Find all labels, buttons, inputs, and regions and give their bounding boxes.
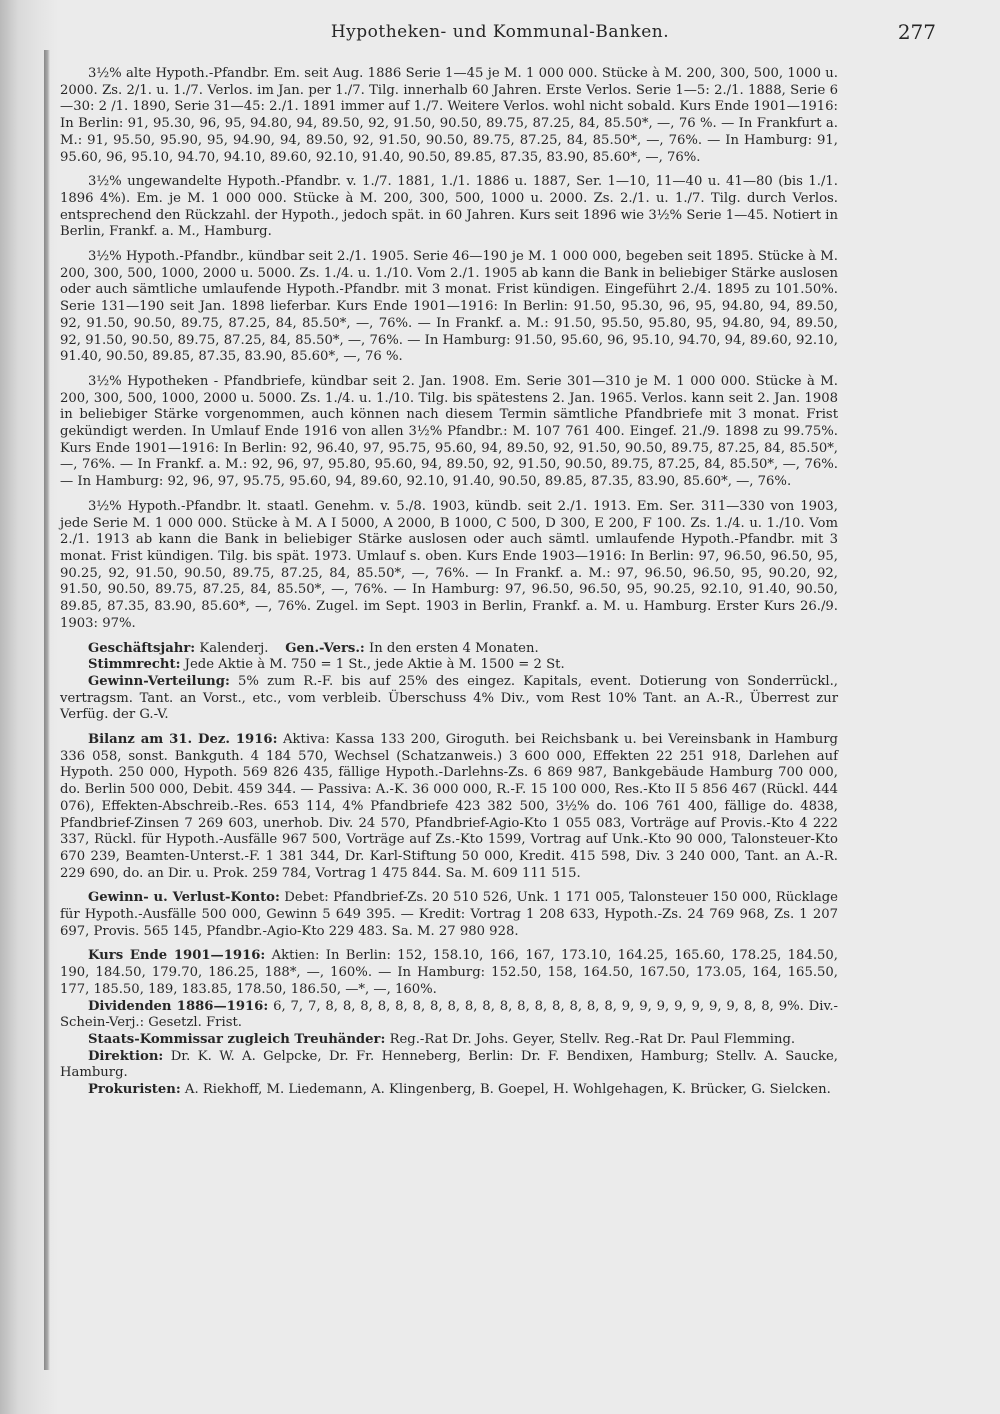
profit-distribution-heading: Gewinn-Verteilung: <box>88 673 230 689</box>
share-prices: Kurs Ende 1901—1916: Aktien: In Berlin: 152, 158.10, 166, 167, 173.10, 164.25, 165.60, 178.25, 184.50, 190, 184.50, 179.70, 186.25, 188*, —, 160%. — In Hamburg: 152.50, 158, 164.50, 167.50, 173.05, 164, 165.50, 177, 185.50, 189, 183.85, 178.50, 186.50, —*, —, 160%. <box>60 948 838 997</box>
dividends: Dividenden 1886—1916: 6, 7, 7, 8, 8, 8, 8, 8, 8, 8, 8, 8, 8, 8, 8, 8, 8, 8, 8, 8, 9, 9, 9, 9, 9, 9, 9, 8, 8, 9%. Div.-Schein-Verj.: Gesetzl. Frist. <box>60 998 838 1031</box>
management: Direktion: Dr. K. W. A. Gelpcke, Dr. Fr. Henneberg, Berlin: Dr. F. Bendixen, Hamburg; Stellv. A. Saucke, Hamburg. <box>60 1048 838 1081</box>
profit-distribution: Gewinn-Verteilung: 5% zum R.-F. bis auf 25% des eingez. Kapitals, event. Dotierung von Sonderrückl., vertragsm. Tant. an Vorst., etc., vom verbleib. Überschuss 4% Div., vom Rest 10% Tant. an A.-R., Überrest zur Verfüg. der G.-V. <box>60 673 838 723</box>
binding-edge <box>0 0 58 1414</box>
dividends-heading: Dividenden 1886—1916: <box>88 998 269 1014</box>
fiscal-year-heading: Geschäftsjahr: <box>88 640 196 656</box>
page-header <box>60 20 940 50</box>
share-prices-heading: Kurs Ende 1901—1916: <box>88 948 266 964</box>
running-title: Hypotheken- und Kommunal-Banken. <box>330 22 670 42</box>
voting-rights-heading: Stimmrecht: <box>88 657 181 673</box>
bond-paragraph-1: 3½% alte Hypoth.-Pfandbr. Em. seit Aug. 1886 Serie 1—45 je M. 1 000 000. Stücke à M. 200, 300, 500, 1000 u. 2000. Zs. 2/1. u. 1./7. Verlos. im Jan. per 1./7. Tilg. innerhalb 60 Jahren. Erste Verlos. Serie 1—5: 2./1. 1888, Serie 6—30: 2 /1. 1890, Serie 31—45: 2./1. 1891 immer auf 1./7. Weitere Verlos. wohl nicht sobald. Kurs Ende 1901—1916: In Berlin: 91, 95.30, 96, 95, 94.80, 94, 89.50, 92, 91.50, 90.50, 89.75, 87.25, 84, 85.50*, —, 76 %. — In Frankfurt a. M.: 91, 95.50, 95.90, 95, 94.90, 94, 89.50, 92, 91.50, 90.50, 89.75, 87.25, 84, 85.50*, —, 76%. — In Hamburg: 91, 95.60, 96, 95.10, 94.70, 94.10, 89.60, 92.10, 91.40, 90.50, 89.85, 87.35, 83.90, 85.60*, —, 76%. <box>60 66 838 165</box>
page-fold-shadow <box>44 50 50 1370</box>
state-commissioner-heading: Staats-Kommissar zugleich Treuhänder: <box>88 1031 386 1047</box>
authorized-signatories-heading: Prokuristen: <box>88 1082 181 1098</box>
bond-paragraph-4: 3½% Hypotheken - Pfandbriefe, kündbar seit 2. Jan. 1908. Em. Serie 301—310 je M. 1 000 000. Stücke à M. 200, 300, 500, 1000, 2000 u. 5000. Zs. 1./4. u. 1./10. Tilg. bis spätestens 2. Jan. 1965. Verlos. kann seit 2. Jan. 1908 in beliebiger Stärke vorgenommen, auch können nach diesem Termin sämtliche Pfandbriefe mit 3 monat. Frist gekündigt werden. In Umlauf Ende 1916 von allen 3½% Pfandbr.: M. 107 761 400. Eingef. 21./9. 1898 zu 99.75%. Kurs Ende 1901—1916: In Berlin: 92, 96.40, 97, 95.75, 95.60, 94, 89.50, 92, 91.50, 90.50, 89.75, 87.25, 84, 85.50*, —, 76%. — In Frankf. a. M.: 92, 96, 97, 95.80, 95.60, 94, 89.50, 92, 91.50, 90.50, 89.75, 87.25, 84, 85.50*, —, 76%. — In Hamburg: 92, 96, 97, 95.75, 95.60, 94, 89.60, 92.10, 91.40, 90.50, 89.85, 87.35, 83.90, 85.60*, —, 76%. <box>60 373 838 490</box>
bond-paragraph-3: 3½% Hypoth.-Pfandbr., kündbar seit 2./1. 1905. Serie 46—190 je M. 1 000 000, begeben seit 1895. Stücke à M. 200, 300, 500, 1000, 2000 u. 5000. Zs. 1./4. u. 1./10. Vom 2./1. 1905 ab kann die Bank in beliebiger Stärke auslosen oder auch sämtliche umlaufende Hypoth.-Pfandbr. mit 3 monat. Frist kündigen. Eingeführt 2./4. 1895 zu 101.50%. Serie 131—190 seit Jan. 1898 lieferbar. Kurs Ende 1901—1916: In Berlin: 91.50, 95.30, 96, 95, 94.80, 94, 89.50, 92, 91.50, 90.50, 89.75, 87.25, 84, 85.50*, —, 76%. — In Frankf. a. M.: 91.50, 95.50, 95.80, 95, 94.80, 94, 89.50, 92, 91.50, 90.50, 89.75, 87.25, 84, 85.50*, —, 76%. — In Hamburg: 91.50, 95.60, 96, 95.10, 94.70, 94, 89.60, 92.10, 91.40, 90.50, 89.85, 87.35, 83.90, 85.60*, —, 76 %. <box>60 249 838 365</box>
page-body <box>60 66 838 1099</box>
voting-rights-line: Stimmrecht: Jede Aktie à M. 750 = 1 St., jede Aktie à M. 1500 = 2 St. <box>88 657 565 673</box>
bond-paragraph-2: 3½% ungewandelte Hypoth.-Pfandbr. v. 1./7. 1881, 1./1. 1886 u. 1887, Ser. 1—10, 11—40 u. 41—80 (bis 1./1. 1896 4%). Em. je M. 1 000 000. Stücke à M. 200, 300, 500, 1000 u. 2000. Zs. 2./1. u. 1./7. Tilg. durch Verlos. entsprechend den Rückzahl. der Hypoth., jedoch spät. in 60 Jahren. Kurs seit 1896 wie 3½% Serie 1—45. Notiert in Berlin, Frankf. a. M., Hamburg. <box>60 174 838 240</box>
balance-sheet: Bilanz am 31. Dez. 1916: Aktiva: Kassa 133 200, Giroguth. bei Reichsbank u. bei Vereinsbank in Hamburg 336 058, sonst. Bankguth. 4 184 570, Wechsel (Schatzanweis.) 3 600 000, Effekten 22 251 918, Darlehen auf Hypoth. 250 000, Hypoth. 569 826 435, fällige Hypoth.-Darlehns-Zs. 6 869 987, Bankgebäude Hamburg 700 000, do. Berlin 500 000, Debit. 459 344. — Passiva: A.-K. 36 000 000, R.-F. 15 100 000, Res.-Kto II 5 856 467 (Rückl. 444 076), Effekten-Abschreib.-Res. 653 114, 4% Pfandbriefe 423 382 500, 3½% do. 106 761 400, fällige do. 4838, Pfandbrief-Zinsen 7 269 603, unerhob. Div. 24 570, Pfandbrief-Agio-Kto 1 055 083, Vorträge auf Provis.-Kto 4 222 337, Rückl. für Hypoth.-Ausfälle 967 500, Vorträge auf Zs.-Kto 1599, Vortrag auf Unk.-Kto 90 000, Talonsteuer-Kto 670 239, Beamten-Unterst.-F. 1 381 344, Dr. Karl-Stiftung 50 000, Kredit. 415 598, Div. 3 240 000, Tant. an A.-R. 229 690, do. an Dir. u. Prok. 259 784, Vortrag 1 475 844. Sa. M. 609 111 515. <box>60 732 838 881</box>
authorized-signatories: Prokuristen: A. Riekhoff, M. Liedemann, A. Klingenberg, B. Goepel, H. Wohlgehagen, K. Brücker, G. Sielcken. <box>88 1082 831 1098</box>
profit-loss-heading: Gewinn- u. Verlust-Konto: <box>88 890 280 906</box>
general-meeting-heading: Gen.-Vers.: <box>285 640 365 656</box>
page-number: 277 <box>897 20 936 44</box>
bond-paragraph-5: 3½% Hypoth.-Pfandbr. lt. staatl. Genehm. v. 5./8. 1903, kündb. seit 2./1. 1913. Em. Ser. 311—330 von 1903, jede Serie M. 1 000 000. Stücke à M. A I 5000, A 2000, B 1000, C 500, D 300, E 200, F 100. Zs. 1./4. u. 1./10. Vom 2./1. 1913 ab kann die Bank in beliebiger Stärke auslosen oder auch sämtl. umlaufende Hypoth.-Pfandbr. mit 3 monat. Frist kündigen. Tilg. bis spät. 1973. Umlauf s. oben. Kurs Ende 1903—1916: In Berlin: 97, 96.50, 96.50, 95, 90.25, 92, 91.50, 90.50, 89.75, 87.25, 84, 85.50*, —, 76%. — In Frankf. a. M.: 97, 96.50, 96.50, 95, 90.20, 92, 91.50, 90.50, 89.75, 87.25, 84, 85.50*, —, 76%. — In Hamburg: 97, 96.50, 96.50, 95, 90.25, 92.10, 91.40, 90.50, 89.85, 87.35, 83.90, 85.60*, —, 76%. Zugel. im Sept. 1903 in Berlin, Frankf. a. M. u. Hamburg. Erster Kurs 26./9. 1903: 97%. <box>60 498 838 631</box>
balance-sheet-heading: Bilanz am 31. Dez. 1916: <box>88 732 278 748</box>
management-heading: Direktion: <box>88 1048 164 1064</box>
profit-loss-account: Gewinn- u. Verlust-Konto: Debet: Pfandbrief-Zs. 20 510 526, Unk. 1 171 005, Talonsteuer 150 000, Rücklage für Hypoth.-Ausfälle 500 000, Gewinn 5 649 395. — Kredit: Vortrag 1 208 633, Hypoth.-Zs. 24 769 968, Zs. 1 207 697, Provis. 565 145, Pfandbr.-Agio-Kto 229 483. Sa. M. 27 980 928. <box>60 890 838 939</box>
state-commissioner: Staats-Kommissar zugleich Treuhänder: Reg.-Rat Dr. Johs. Geyer, Stellv. Reg.-Rat Dr. Paul Flemming. <box>88 1031 796 1047</box>
fiscal-year-line: Geschäftsjahr: Kalenderj. Gen.-Vers.: In den ersten 4 Monaten. <box>88 640 539 656</box>
